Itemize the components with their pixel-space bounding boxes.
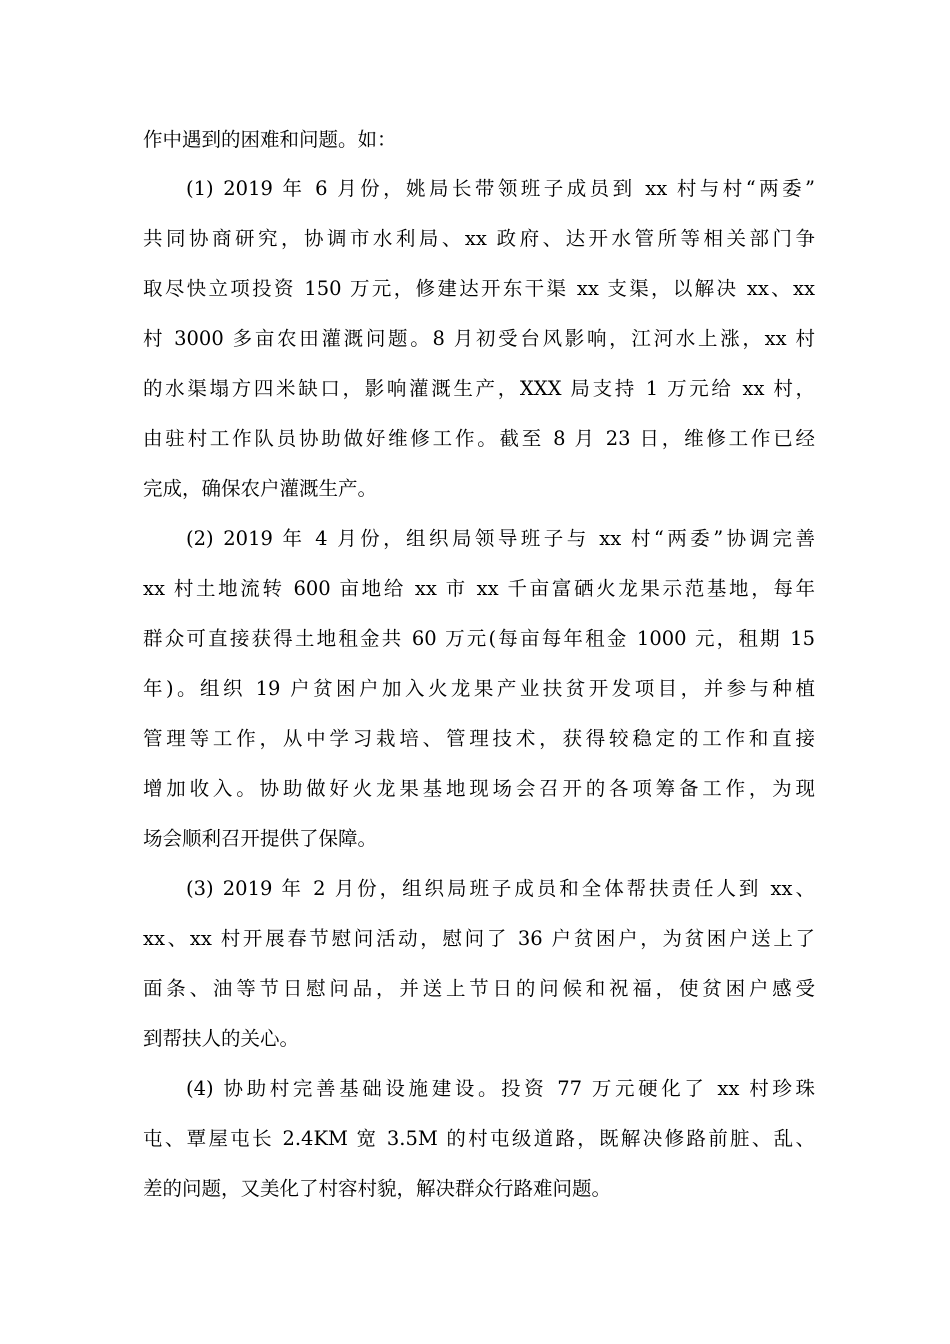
text-line: 完成，确保农户灌溉生产。 (143, 477, 378, 500)
text-line: 到帮扶人的关心。 (143, 1027, 300, 1050)
text-line: xx、xx 村开展春节慰问活动，慰问了 36 户贫困户，为贫困户送上了 (143, 927, 815, 950)
text-line: 群众可直接获得土地租金共 60 万元(每亩每年租金 1000 元，租期 15 (143, 627, 815, 650)
text-line: (4) 协助村完善基础设施建设。投资 77 万元硬化了 xx 村珍珠 (186, 1077, 815, 1100)
text-line: 作中遇到的困难和问题。如： (143, 128, 397, 151)
text-line: 增加收入。协助做好火龙果基地现场会召开的各项筹备工作，为现 (143, 777, 815, 800)
text-line: (1) 2019 年 6 月份，姚局长带领班子成员到 xx 村与村“两委” (186, 177, 815, 200)
text-line: 面条、油等节日慰问品，并送上节日的问候和祝福，使贫困户感受 (143, 977, 815, 1000)
text-line: (2) 2019 年 4 月份，组织局领导班子与 xx 村“两委”协调完善 (186, 527, 815, 550)
text-line: xx 村土地流转 600 亩地给 xx 市 xx 千亩富硒火龙果示范基地，每年 (143, 577, 815, 600)
text-line: (3) 2019 年 2 月份，组织局班子成员和全体帮扶责任人到 xx、 (186, 877, 815, 900)
text-line: 年)。组织 19 户贫困户加入火龙果产业扶贫开发项目，并参与种植 (143, 677, 815, 700)
text-line: 场会顺利召开提供了保障。 (143, 827, 378, 850)
text-line: 差的问题，又美化了村容村貌，解决群众行路难问题。 (143, 1177, 612, 1200)
text-line: 共同协商研究，协调市水利局、xx 政府、达开水管所等相关部门争 (143, 227, 815, 250)
text-line: 村 3000 多亩农田灌溉问题。8 月初受台风影响，江河水上涨，xx 村 (143, 327, 815, 350)
text-line: 屯、覃屋屯长 2.4KM 宽 3.5M 的村屯级道路，既解决修路前脏、乱、 (143, 1127, 815, 1150)
text-line: 取尽快立项投资 150 万元，修建达开东干渠 xx 支渠，以解决 xx、xx (143, 277, 815, 300)
text-line: 由驻村工作队员协助做好维修工作。截至 8 月 23 日，维修工作已经 (143, 427, 815, 450)
text-line: 的水渠塌方四米缺口，影响灌溉生产，XXX 局支持 1 万元给 xx 村， (143, 377, 815, 400)
text-line: 管理等工作，从中学习栽培、管理技术，获得较稳定的工作和直接 (143, 727, 815, 750)
